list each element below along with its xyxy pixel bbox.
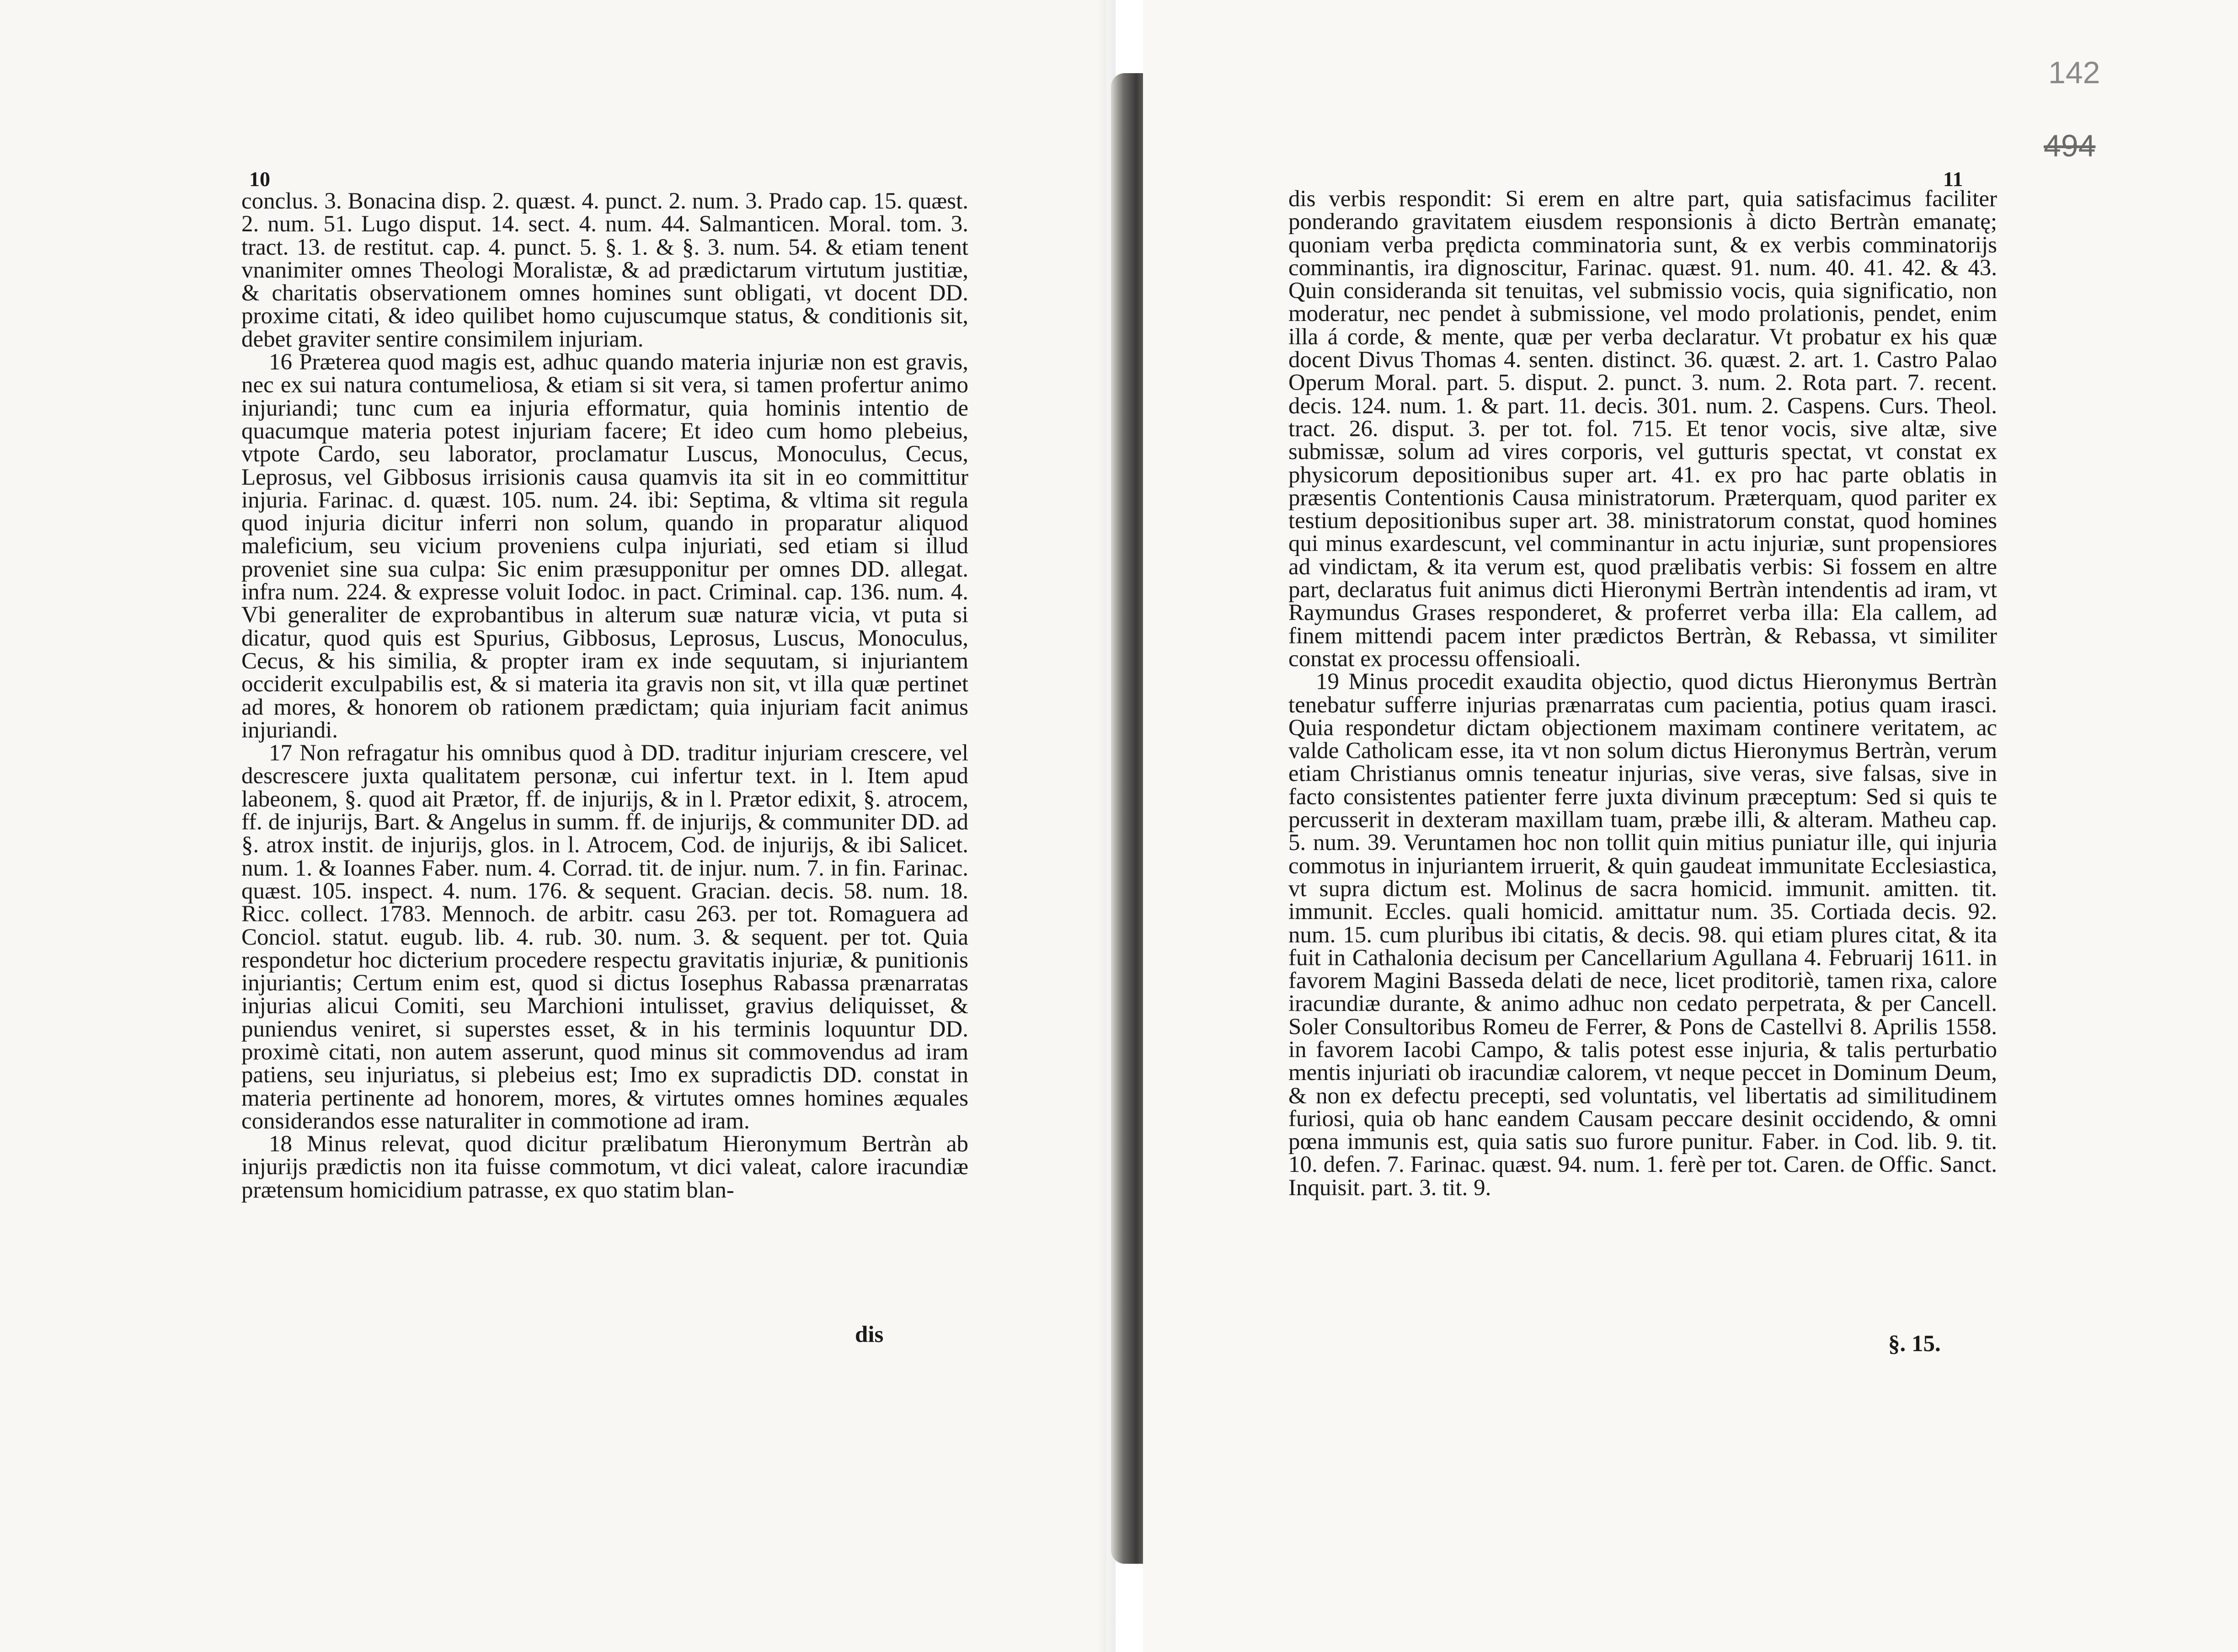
left-page: [0, 0, 1106, 1652]
left-paragraph-17: 17 Non refragatur his omnibus quod à DD. traditur injuriam crescere, vel descrescere juxta qualitatem personæ, cui infertur text. in l. Item apud labeonem, §. quod ait Prætor, ff. de injurijs, & in l. Prætor edixit, §. atrocem, ff. de injurijs, Bart. & Angelus in summ. ff. de injurijs, & communiter DD. ad §. atrox instit. de injurijs, glos. in l. Atrocem, Cod. de injurijs, & ibi Salicet. num. 1. & Ioannes Faber. num. 4. Corrad. tit. de injur. num. 7. in fin. Farinac. quæst. 105. inspect. 4. num. 176. & sequent. Gracian. decis. 58. num. 18. Ricc. collect. 1783. Mennoch. de arbitr. casu 263. per tot. Romaguera ad Conciol. statut. eugub. lib. 4. rub. 30. num. 3. & sequent. per tot. Quia respondetur hoc dicterium procedere respectu gravitatis injuriæ, & punitionis injuriantis; Certum enim est, quod si dictus Iosephus Rabassa prænarratas injurias alicui Comiti, seu Marchioni intulisset, gravius deliquisset, & puniendus veniret, si superstes esset, & in his terminis loquuntur DD. proximè citati, non autem asserunt, quod minus sit commovendus ad iram patiens, seu injuriatus, si plebeius est; Imo ex supradictis DD. constat in materia pertinente ad honorem, mores, & virtutes omnes homines æquales considerandos esse naturaliter in commotione ad iram.: [241, 740, 968, 1134]
right-page-text: [1288, 187, 1997, 1199]
left-paragraph-continuation: conclus. 3. Bonacina disp. 2. quæst. 4. punct. 2. num. 3. Prado cap. 15. quæst. 2. num. 51. Lugo disput. 14. sect. 4. num. 44. Salmanticen. Moral. tom. 3. tract. 13. de restitut. cap. 4. punct. 5. §. 1. & §. 3. num. 54. & etiam tenent vnanimiter omnes Theologi Moralistæ, & ad prædictarum virtutum justitiæ, & charitatis observationem omnes homines sunt obligati, vt docent DD. proxime citati, & ideo quilibet homo cujuscumque status, & conditionis sit, debet graviter sentire consimilem injuriam.: [241, 188, 968, 352]
page-number-left: 10: [249, 167, 270, 191]
left-page-text: [241, 190, 968, 1202]
left-paragraph-18: 18 Minus relevat, quod dicitur prælibatum Hieronymum Bertràn ab injurijs prædictis non ita fuisse commotum, vt dici valeat, calore iracundiæ prætensum homicidium patrasse, ex quo statim blan-: [241, 1131, 968, 1203]
folio-number-struck: 494: [2044, 128, 2096, 163]
right-paragraph-continuation: dis verbis respondit: Si erem en altre part, quia satisfacimus faciliter ponderando gravitatem eiusdem responsionis à dicto Bertràn emanatę; quoniam verba prędicta comminatoria sunt, & ex verbis comminatorijs comminantis, ira dignoscitur, Farinac. quæst. 91. num. 40. 41. 42. & 43. Quin consideranda sit tenuitas, vel submissio vocis, quia significatio, non moderatur, nec pendet à submissione, vel modo prolationis, pendet, enim illa á corde, & mente, quæ per verba declaratur. Vt probatur ex his quæ docent Divus Thomas 4. senten. distinct. 36. quæst. 2. art. 1. Castro Palao Operum Moral. part. 5. disput. 2. punct. 3. num. 2. Rota part. 7. recent. decis. 124. num. 1. & part. 11. decis. 301. num. 2. Caspens. Curs. Theol. tract. 26. disput. 3. per tot. fol. 715. Et tenor vocis, sive altæ, sive submissæ, solum ad vires corporis, vel gutturis spectat, vt constat ex physicorum depositionibus super art. 41. ex pro hac parte oblatis in præsentis Contentionis Causa ministratorum. Præterquam, quod pariter ex testium depositionibus super art. 38. ministratorum constat, quod homines qui minus exardescunt, vel comminantur in actu injuriæ, sunt propensiores ad vindictam, & ita verum est, quod prælibatis verbis: Si fossem en altre part, declaratus fuit animus dicti Hieronymi Bertràn intendentis ad iram, vt Raymundus Grases responderet, & proferret verba illa: Ela callem, ad finem mittendi pacem inter prædictos Bertràn, & Rebassa, vt similiter constat ex processu offensioali.: [1288, 186, 1997, 672]
left-paragraph-16: 16 Præterea quod magis est, adhuc quando materia injuriæ non est gravis, nec ex sui natura contumeliosa, & etiam si sit vera, si tamen profertur animo injuriandi; tunc cum ea injuria efformatur, quia hominis intentio de quacumque materia potest injuriam facere; Et ideo cum homo plebeius, vtpote Cardo, seu laborator, proclamatur Luscus, Monoculus, Cecus, Leprosus, vel Gibbosus irrisionis causa quamvis ita sit in eo committitur injuria. Farinac. d. quæst. 105. num. 24. ibi: Septima, & vltima sit regula quod injuria dicitur inferri non solum, quando in proparatur aliquod maleficium, seu vicium proveniens culpa injuriati, sed etiam si illud proveniet sine sua culpa: Sic enim præsupponitur per omnes DD. allegat. infra num. 224. & expresse voluit Iodoc. in pact. Criminal. cap. 136. num. 4. Vbi generaliter de exprobantibus in alterum suæ naturæ vicia, vt puta si dicatur, quod quis est Spurius, Gibbosus, Leprosus, Luscus, Monoculus, Cecus, & his similia, & propter iram ex inde sequutam, si injuriantem occiderit exculpabilis est, & si materia ita gravis non sit, vt illa quæ pertinet ad mores, & honorem ob rationem prædictam; quia injuriam facit animus injuriandi.: [241, 349, 968, 743]
page-number-right: 11: [1943, 167, 1963, 191]
catchword-left: dis: [855, 1322, 884, 1347]
folio-number: 142: [2048, 55, 2100, 90]
right-paragraph-19: 19 Minus procedit exaudita objectio, quod dictus Hieronymus Bertràn tenebatur sufferre injurias prænarratas cum pacientia, potius quam irasci. Quia respondetur dictam objectionem maximam continere veritatem, ac valde Catholicam esse, ita vt non solum dictus Hieronymus Bertràn, verum etiam Christianus omnis teneatur injurias, sive veras, sive falsas, sive in facto consistentes patienter ferre juxta divinum præceptum: Sed si quis te percusserit in dexteram maxillam tuam, præbe illi, & alteram. Matheu cap. 5. num. 39. Veruntamen hoc non tollit quin mitius puniatur ille, qui injuria commotus in injuriantem irruerit, & quin gaudeat immunitate Ecclesiastica, vt supra dictum est. Molinus de sacra homicid. immunit. amitten. tit. immunit. Eccles. quali homicid. amittatur num. 35. Cortiada decis. 92. num. 15. cum pluribus ibi citatis, & decis. 98. qui etiam plures citat, & ita fuit in Cathalonia decisum per Cancellarium Agullana 4. Februarij 1611. in favorem Magini Basseda delati de nece, licet proditoriè, tamen rixa, calore iracundiæ durante, & animo adhuc non cedato perpetrata, & per Cancell. Soler Consultoribus Romeu de Ferrer, & Pons de Castellvi 8. Aprilis 1558. in favorem Iacobi Campo, & talis potest esse injuria, & talis perturbatio mentis injuriati ob iracundiæ calorem, vt neque peccet in Dominum Deum, & non ex defectu precepti, sed voluntatis, vel libertatis ad similitudinem furiosi, quia ob hanc eandem Causam peccare desinit occidendo, & omni pœna immunis est, quia satis suo furore punitur. Faber. in Cod. lib. 9. tit. 10. defen. 7. Farinac. quæst. 94. num. 1. ferè per tot. Caren. de Offic. Sanct. Inquisit. part. 3. tit. 9.: [1288, 669, 1997, 1201]
catchword-right: §. 15.: [1888, 1331, 1941, 1357]
